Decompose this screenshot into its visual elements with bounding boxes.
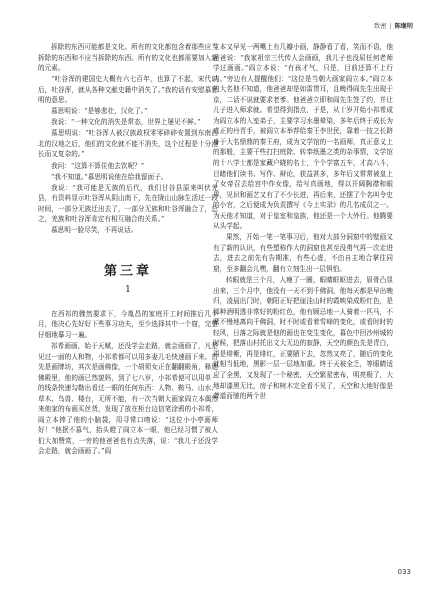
paragraph: 慕思明说：“是够悲壮，汉化了。” [51, 107, 148, 116]
right-column [213, 42, 393, 402]
section-number: 1 [125, 284, 131, 295]
left-column [38, 42, 218, 458]
paragraph: 我问：“这算不算住他去饮呢？” [51, 161, 145, 170]
paragraph: 我说：“我可能是无族的后代，我们甘谷县原来叫伏羌县，有资料显示吐谷浑从阴山南下，先在陇山山脉生活过一段时间，一部分无族迁出去了，一部分无族和吐谷浑融合了，总之，羌族和吐谷浑肯定有相互融合的关系。” [38, 183, 218, 224]
paragraph: 果然，开始一笔一笔事习后，他对大部分洞窟中的壁画又有了新的认识，有些塑称作大的洞窟也甚至没勇气再一次走进去，进去之前先有告期准，有些心虚，不由自主地合掌往同窟，至多翻会儿嘿，翻有立刻生出一层惧怕。 [213, 233, 393, 273]
paragraph: 慕思明说：“吐谷浑人被汉族政权零零碎碎安置到东南西北的汉地之后，他们的文化就不能不消失，这个过程是十分漫长而又复杂的。” [38, 129, 218, 159]
paragraph: 我说：“一种文化的消失是常态，世界上屡见不鲜。” [51, 118, 201, 127]
author-name: 陈继明 [394, 23, 413, 30]
paragraph: 祁希画画，始于天赋，还没学会走路，就会画画了，凡是见过一面的人和物，小祁希都可以用多妻儿毛快速画下来。首先是画牌坊，其次是画佛像，一个胡须女正在翻翻殿角，释迦佛殿里，他的画已然貌妈，到了七八岁，小祁希便可以用单一的线条快速勾勒出看过一眼的任何东西：人物、鞍马、山水、草木、鸟兽、楼台，无所不能，有一次当朝大画家阎立本偶然来他家的布画买丝货，发现了放在柜台边信笔涂鸦的小祁希，阎立本捧了他的小脑袋，用寻常口吻说：“这位小小亭画师好！”他抿不慕气，抬头瞪了阎立本一眼，他已经习惯了被人们大加赞赏，一旁的他爸爸也有点失落，说：“我儿子还没学会走路，就会画画了。”阎 [38, 341, 218, 456]
chapter-title: 第三章 [103, 263, 152, 279]
running-header [374, 21, 413, 30]
paragraph: “我不知道。”慕思明说他在给我留面子。 [51, 172, 168, 181]
header-separator: | [389, 23, 392, 30]
paragraph: 在西祁的骤然要求下，今胤昌的家庭开工时间推后几个月，他决心先好好下些事习功夫，至少选择其中一个窟，完整仔细地摹习一遍。 [38, 309, 218, 339]
series-title: 致密 [374, 23, 387, 30]
paragraph: 转眼就是三个月，人瘦了一圈，眼睛眶眍进去，眉骨凸显出来，三个月中，他没有一天不到千佛洞，他每天都是早出晚归，凌晨出门时，朝阳正好把崖洼山时的霞映染成粉红色，是那种酒明透非常好的粉红色，他有顾忌地一人骑着一匹马，不紧不慢地离向千佛洞，时不时或看着雪峰的变化，或看时时的轻风，日落之际就是他的画也在变生变化，暮色中回沙州城的时候，把落山村托出文大无边的寂静，天空的颜色先是青白，再是绯紫，再是绯红，正要陋下去，忽然又亮了，随后的变化就相当低地，黑影一层一层地加重。终于天被全乏，等眼睛适应了全黑，又发现了一个秘密，天空繁星密布，明亮极了，大地却漆黑无比，房子和树木完全看不见了，天空和大地好像是聋道而驰的两个世 [213, 276, 393, 401]
paragraph: 拆除的东西可能都是文化。所有的文化都包含着那些应当拆除的东西和不应当拆除的东西。所有的文化也都需要加入新的元素。 [38, 43, 218, 73]
paragraph: 慕思明一脸尽笑，不再说话。 [51, 226, 138, 235]
paragraph: “吐谷浑的建国史大概有六七百年，也算了不起，宋代以后，吐谷浑，就从各种文献史籍中消失了。”我的话有安慰慕思明的意思。 [38, 75, 218, 105]
paragraph: 立本又早见一两嘴上有几瓣小画，静静看了看，笑而不语，他爸爸说：“我家祖宗三代传人会画画，我儿子也没屈任何老师学过画画。”阎立本说：“有孩才气，只是，目前还算不上行内。”旁边有人提醒他们：“这位是当朝大画家阎立本。”阎立本的大名他不知道，他爸爸却是如雷贯耳，且晚得阎先生出现于京，二话不说就要求老爹。他爸爸立即和阎先生签了约，并让儿子进入师求就。希望得到指点，于是，从十岁开始小祁希成为阎立本的入室弟子，主要学习水墨晕染，多年后终于成长为真正的丹青手，被阎立本举荐给秦王李世民，靠着一技之长跻身于大名鼎鼎的秦王府，成为文学馆的一名画师，真正意义上的那般，主要干些打扫庭除、转奉纸墨之类的杂事情，文学馆的十八学士都是家藏户晓的名士，个个学富五车，才高八斗，目睹他们读书、写作、辩论，获益甚多，多年后又常常被皇上了女帝召去给宫中作女像，给写真画地，得以开阔胸襟和眼界，见识和画艺又有了不少长进，再后来，还摆了个名叫令史的小官，之后便成为负责撰写《今上实录》的几名成员之一。为天他才知道，对于皇室和皇族，他还是一个大外行。他腾要从头学起。 [213, 43, 393, 231]
page-number: 033 [397, 568, 411, 576]
